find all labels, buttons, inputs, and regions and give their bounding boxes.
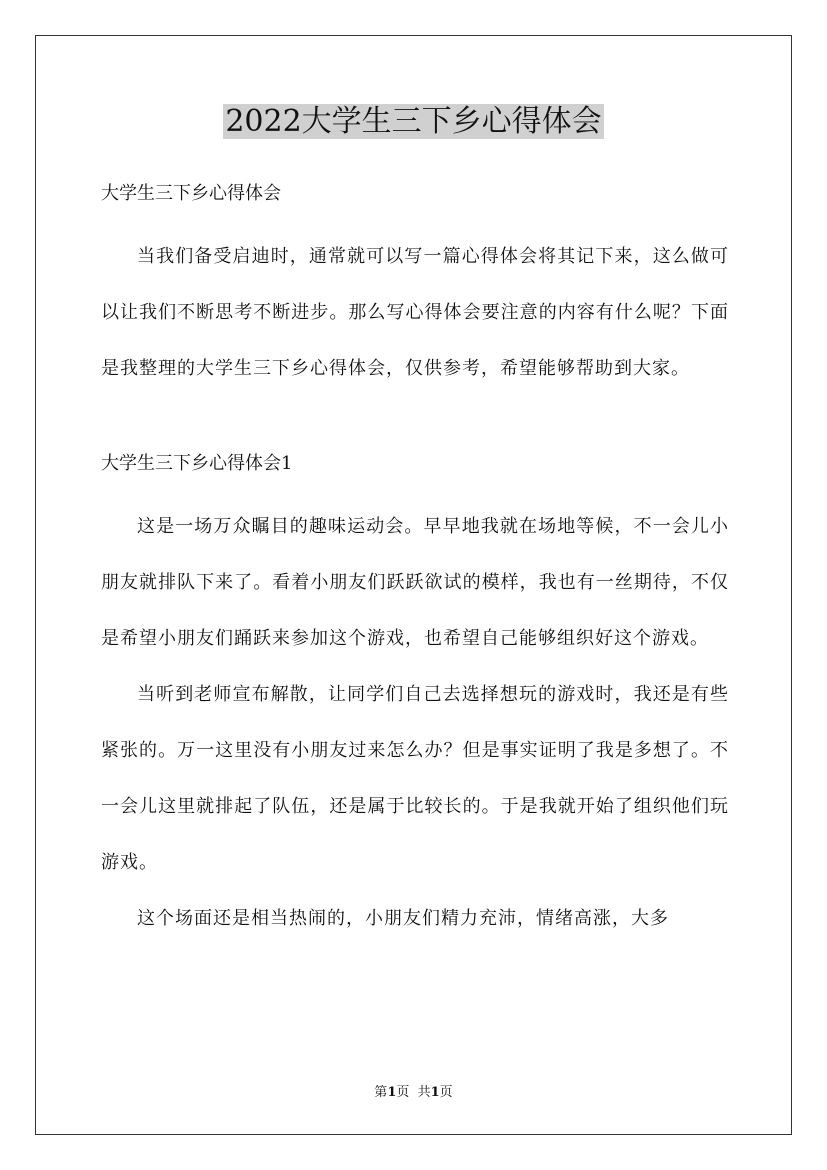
intro-paragraph: 当我们备受启迪时，通常就可以写一篇心得体会将其记下来，这么做可以让我们不断思考不断进步。那么写心得体会要注意的内容有什么呢？下面是我整理的大学生三下乡心得体会，仅供参考，希望能够帮助到大家。 (101, 246, 729, 379)
footer-total-pages: 1 (430, 1085, 440, 1100)
footer-mid: 页 共 (396, 1085, 431, 1100)
intro-heading: 大学生三下乡心得体会 (101, 183, 281, 204)
document-title-text: 2022大学生三下乡心得体会 (225, 104, 602, 139)
section1-paragraph-1: 这是一场万众瞩目的趣味运动会。早早地我就在场地等候，不一会儿小朋友就排队下来了。看着小朋友们跃跃欲试的模样，我也有一丝期待，不仅是希望小朋友们踊跃来参加这个游戏，也希望自己能够组织好这个游戏。 (101, 516, 729, 649)
footer-suffix: 页 (439, 1085, 453, 1100)
document-title (0, 102, 827, 142)
section-spacer (101, 397, 729, 445)
footer-prefix: 第 (374, 1085, 388, 1100)
page-footer (0, 1084, 827, 1102)
footer-current-page: 1 (387, 1085, 397, 1100)
section1-paragraph-2: 当听到老师宣布解散，让同学们自己去选择想玩的游戏时，我还是有些紧张的。万一这里没有小朋友过来怎么办？但是事实证明了我是多想了。不一会儿这里就排起了队伍，还是属于比较长的。于是我就开始了组织他们玩游戏。 (101, 684, 729, 873)
document-body (101, 175, 729, 947)
section1-heading: 大学生三下乡心得体会1 (101, 453, 293, 474)
section1-paragraph-3: 这个场面还是相当热闹的，小朋友们精力充沛，情绪高涨，大多 (137, 908, 669, 929)
